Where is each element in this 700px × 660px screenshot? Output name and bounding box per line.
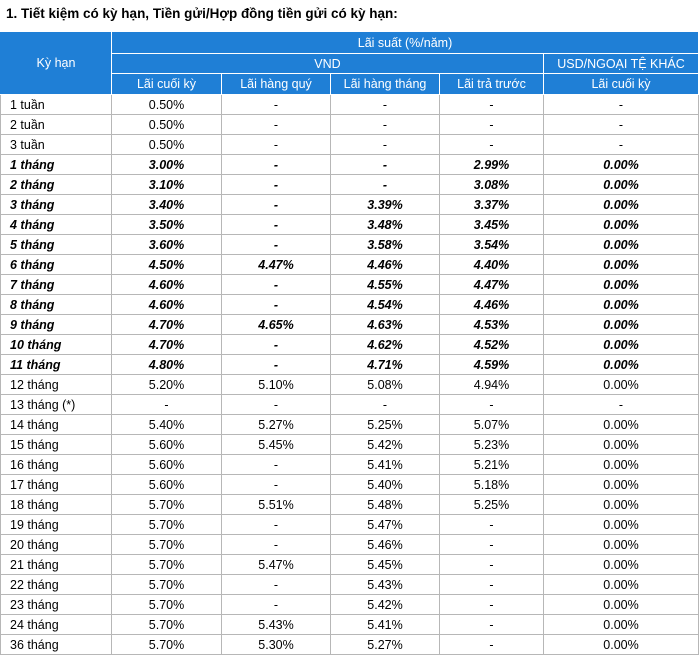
header-col-lai-hang-quy: Lãi hàng quý [222,74,331,95]
term-cell: 3 tuần [1,135,112,155]
rate-cell: 5.40% [331,475,440,495]
header-lai-suat: Lãi suất (%/năm) [112,32,699,54]
header-vnd: VND [112,54,544,74]
rate-cell: 5.70% [112,515,222,535]
rate-cell: 3.50% [112,215,222,235]
rate-cell: - [222,475,331,495]
rate-cell: - [222,175,331,195]
table-row [1,275,699,295]
term-cell: 4 tháng [1,215,112,235]
term-cell: 2 tháng [1,175,112,195]
rate-cell: 0.00% [544,375,699,395]
rate-cell: 3.60% [112,235,222,255]
rate-cell: 5.41% [331,455,440,475]
rate-cell: 4.54% [331,295,440,315]
rate-cell: 0.00% [544,175,699,195]
table-row [1,455,699,475]
rate-cell: - [440,575,544,595]
rate-cell: 0.00% [544,475,699,495]
rate-cell: 4.40% [440,255,544,275]
rate-cell: 0.00% [544,195,699,215]
term-cell: 20 tháng [1,535,112,555]
term-cell: 18 tháng [1,495,112,515]
rate-cell: 0.00% [544,435,699,455]
rate-cell: 3.39% [331,195,440,215]
rate-cell: - [222,235,331,255]
header-ky-han: Kỳ hạn [1,32,112,95]
rate-cell: 4.60% [112,295,222,315]
table-row [1,155,699,175]
rate-cell: - [222,595,331,615]
rate-cell: - [222,195,331,215]
rate-cell: 3.40% [112,195,222,215]
table-row [1,375,699,395]
rate-cell: 4.71% [331,355,440,375]
rate-cell: - [222,335,331,355]
rate-cell: 4.94% [440,375,544,395]
rate-cell: 0.50% [112,95,222,115]
rate-cell: 0.00% [544,215,699,235]
rate-cell: 5.43% [222,615,331,635]
rate-cell: - [222,155,331,175]
rate-cell: 5.60% [112,475,222,495]
term-cell: 11 tháng [1,355,112,375]
table-row [1,395,699,415]
header-col-lai-hang-thang: Lãi hàng tháng [331,74,440,95]
table-row [1,515,699,535]
table-row [1,255,699,275]
rate-cell: 5.70% [112,635,222,655]
table-row [1,435,699,455]
term-cell: 19 tháng [1,515,112,535]
rate-cell: - [331,95,440,115]
rate-cell: 4.46% [331,255,440,275]
header-usd: USD/NGOẠI TỆ KHÁC [544,54,699,74]
table-row [1,575,699,595]
term-cell: 12 tháng [1,375,112,395]
rate-cell: 3.54% [440,235,544,255]
rate-cell: - [544,135,699,155]
rate-cell: 4.63% [331,315,440,335]
term-cell: 15 tháng [1,435,112,455]
rate-cell: - [440,515,544,535]
rate-cell: 4.47% [440,275,544,295]
term-cell: 14 tháng [1,415,112,435]
rate-cell: 5.21% [440,455,544,475]
rate-cell: 3.48% [331,215,440,235]
rate-cell: - [440,555,544,575]
rate-cell: - [440,595,544,615]
rate-cell: 0.00% [544,555,699,575]
rate-cell: - [440,95,544,115]
rate-cell: 0.00% [544,495,699,515]
rate-cell: 3.37% [440,195,544,215]
rate-cell: - [331,115,440,135]
rate-cell: 0.00% [544,235,699,255]
rate-cell: 0.00% [544,535,699,555]
rate-cell: - [222,455,331,475]
rate-cell: 0.00% [544,155,699,175]
rate-cell: - [222,215,331,235]
term-cell: 5 tháng [1,235,112,255]
rate-cell: - [331,175,440,195]
interest-rate-table [0,31,699,655]
rate-cell: - [222,515,331,535]
rate-cell: - [331,395,440,415]
rate-cell: - [440,535,544,555]
rate-cell: 2.99% [440,155,544,175]
rate-cell: 5.47% [222,555,331,575]
rate-cell: 5.30% [222,635,331,655]
table-row [1,195,699,215]
rate-cell: 0.00% [544,275,699,295]
rate-cell: 0.00% [544,515,699,535]
header-col-lai-cuoi-ky-usd: Lãi cuối kỳ [544,74,699,95]
rate-cell: - [440,135,544,155]
rate-cell: 0.50% [112,115,222,135]
header-col-lai-cuoi-ky-vnd: Lãi cuối kỳ [112,74,222,95]
rate-cell: 3.08% [440,175,544,195]
rate-cell: 5.70% [112,535,222,555]
rate-cell: 4.52% [440,335,544,355]
table-row [1,215,699,235]
rate-cell: - [440,115,544,135]
rate-cell: 5.70% [112,595,222,615]
rate-cell: 4.50% [112,255,222,275]
rate-cell: - [222,535,331,555]
table-row [1,115,699,135]
rate-cell: 5.08% [331,375,440,395]
rate-cell: 0.00% [544,255,699,275]
rate-cell: 4.53% [440,315,544,335]
rate-cell: - [222,575,331,595]
rate-cell: 5.10% [222,375,331,395]
term-cell: 8 tháng [1,295,112,315]
term-cell: 23 tháng [1,595,112,615]
rate-cell: 5.70% [112,575,222,595]
table-row [1,175,699,195]
rate-cell: 5.20% [112,375,222,395]
rate-cell: - [222,135,331,155]
rate-cell: 4.55% [331,275,440,295]
rate-cell: 0.00% [544,335,699,355]
rate-cell: 4.60% [112,275,222,295]
rate-cell: 5.70% [112,555,222,575]
rate-cell: 5.27% [222,415,331,435]
table-row [1,295,699,315]
rate-cell: 5.48% [331,495,440,515]
rate-cell: 5.27% [331,635,440,655]
term-cell: 13 tháng (*) [1,395,112,415]
rate-cell: 4.47% [222,255,331,275]
rate-cell: 5.45% [331,555,440,575]
rate-cell: - [440,395,544,415]
rate-cell: - [222,95,331,115]
rate-cell: 5.40% [112,415,222,435]
rate-cell: - [112,395,222,415]
term-cell: 1 tháng [1,155,112,175]
table-body [1,95,699,655]
rate-cell: 4.70% [112,315,222,335]
rate-cell: 3.10% [112,175,222,195]
rate-cell: 5.42% [331,595,440,615]
term-cell: 9 tháng [1,315,112,335]
rate-cell: 5.60% [112,435,222,455]
rate-cell: 5.47% [331,515,440,535]
rate-cell: - [222,275,331,295]
table-row [1,595,699,615]
table-row [1,235,699,255]
page-title: 1. Tiết kiệm có kỳ hạn, Tiền gửi/Hợp đồng tiền gửi có kỳ hạn: [6,6,398,21]
rate-cell: 0.00% [544,455,699,475]
table-row [1,615,699,635]
term-cell: 1 tuần [1,95,112,115]
rate-cell: 5.25% [331,415,440,435]
term-cell: 10 tháng [1,335,112,355]
term-cell: 36 tháng [1,635,112,655]
rate-cell: - [440,615,544,635]
rate-cell: 0.00% [544,615,699,635]
rate-cell: 0.00% [544,295,699,315]
rate-cell: 0.00% [544,315,699,335]
term-cell: 22 tháng [1,575,112,595]
term-cell: 17 tháng [1,475,112,495]
table-row [1,495,699,515]
rate-cell: 5.43% [331,575,440,595]
rate-cell: - [331,155,440,175]
rate-cell: 5.18% [440,475,544,495]
rate-cell: - [222,355,331,375]
rate-cell: 4.59% [440,355,544,375]
rate-cell: 4.62% [331,335,440,355]
rate-cell: 0.00% [544,635,699,655]
rate-cell: 4.46% [440,295,544,315]
rate-cell: - [544,115,699,135]
rate-cell: 5.25% [440,495,544,515]
rate-cell: 0.00% [544,415,699,435]
rate-cell: 3.58% [331,235,440,255]
rate-cell: 0.50% [112,135,222,155]
table-row [1,475,699,495]
rate-cell: 5.41% [331,615,440,635]
rate-cell: 5.60% [112,455,222,475]
term-cell: 3 tháng [1,195,112,215]
rate-cell: 4.70% [112,335,222,355]
rate-cell: 0.00% [544,575,699,595]
term-cell: 6 tháng [1,255,112,275]
rate-cell: 0.00% [544,355,699,375]
rate-cell: - [440,635,544,655]
rate-cell: 5.42% [331,435,440,455]
rate-cell: 3.00% [112,155,222,175]
table-row [1,635,699,655]
rate-cell: - [544,95,699,115]
term-cell: 2 tuần [1,115,112,135]
rate-cell: 4.80% [112,355,222,375]
table-row [1,315,699,335]
rate-cell: - [222,295,331,315]
header-col-lai-tra-truoc: Lãi trả trước [440,74,544,95]
table-row [1,355,699,375]
rate-cell: 5.70% [112,615,222,635]
table-row [1,555,699,575]
rate-cell: 5.07% [440,415,544,435]
term-cell: 24 tháng [1,615,112,635]
term-cell: 21 tháng [1,555,112,575]
rate-cell: - [544,395,699,415]
rate-cell: 5.23% [440,435,544,455]
rate-cell: 5.45% [222,435,331,455]
table-row [1,335,699,355]
rate-cell: - [331,135,440,155]
rate-cell: - [222,395,331,415]
term-cell: 7 tháng [1,275,112,295]
rate-cell: 5.46% [331,535,440,555]
rate-cell: 5.70% [112,495,222,515]
rate-cell: 0.00% [544,595,699,615]
rate-cell: - [222,115,331,135]
term-cell: 16 tháng [1,455,112,475]
rate-cell: 5.51% [222,495,331,515]
table-row [1,415,699,435]
table-row [1,95,699,115]
table-row [1,135,699,155]
rate-cell: 3.45% [440,215,544,235]
rate-cell: 4.65% [222,315,331,335]
table-row [1,535,699,555]
